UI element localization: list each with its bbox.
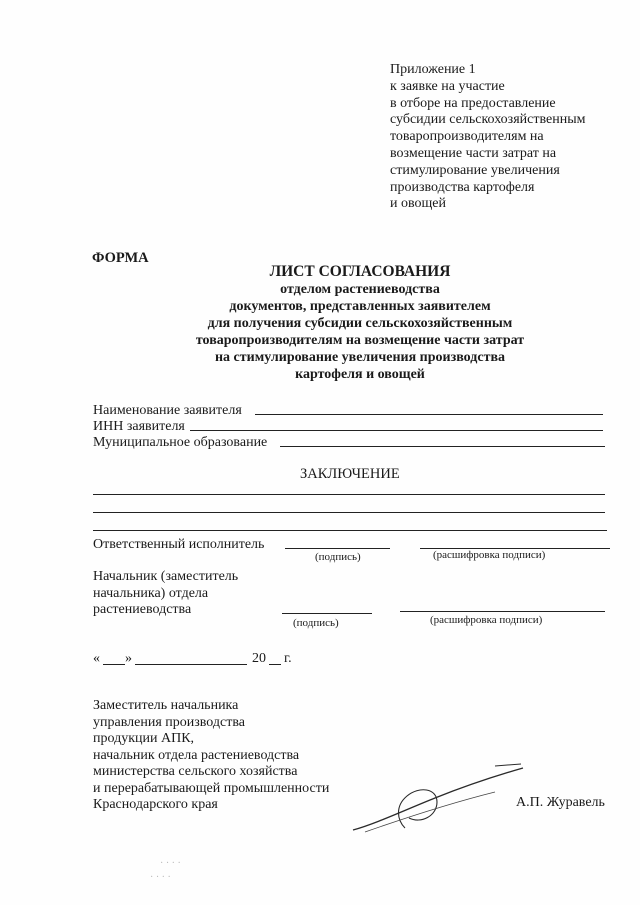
municipality-label: Муниципальное образование — [93, 435, 268, 450]
responsible-signature-line[interactable] — [285, 548, 390, 549]
head-label-line: растениеводства — [93, 602, 192, 617]
municipality-line[interactable] — [280, 446, 605, 447]
appendix-line: стимулирование увеличения — [390, 162, 560, 178]
head-label — [93, 569, 238, 619]
subtitle-line: картофеля и овощей — [295, 367, 425, 382]
appendix-line: и овощей — [390, 196, 446, 212]
appendix-line: возмещение части затрат на — [390, 145, 557, 161]
form-label: ФОРМА — [92, 250, 149, 266]
conclusion-line[interactable] — [93, 512, 605, 513]
inn-label: ИНН заявителя — [93, 419, 185, 434]
responsible-decode-caption: (расшифровка подписи) — [433, 549, 546, 561]
date-month-line[interactable] — [135, 664, 247, 665]
subtitle-line: документов, представленных заявителем — [229, 299, 491, 314]
date-year-suffix: г. — [284, 651, 292, 666]
approver-line: продукции АПК, — [93, 731, 195, 746]
date-year-line[interactable] — [269, 664, 281, 665]
approver-name: А.П. Журавель — [516, 795, 605, 810]
applicant-name-label: Наименование заявителя — [93, 403, 242, 418]
handwritten-signature — [345, 758, 535, 838]
subtitle-line: для получения субсидии сельскохозяйственным — [207, 316, 513, 331]
appendix-line: в отборе на предоставление — [390, 95, 556, 111]
approver-line: Краснодарского края — [93, 797, 218, 812]
head-signature-line[interactable] — [282, 613, 372, 614]
responsible-label: Ответственный исполнитель — [93, 537, 265, 552]
responsible-signature-caption: (подпись) — [315, 551, 361, 563]
applicant-name-line[interactable] — [255, 414, 603, 415]
subtitle-line: отделом растениеводства — [280, 282, 440, 297]
date-year-prefix: 20 — [252, 651, 266, 666]
title-block — [100, 263, 620, 383]
subtitle-line: товаропроизводителям на возмещение части затрат — [195, 333, 525, 348]
head-signature-caption: (подпись) — [293, 617, 339, 629]
scan-speck: · · · · — [160, 858, 181, 869]
approver-line: министерства сельского хозяйства — [93, 764, 298, 779]
head-decode-line[interactable] — [400, 611, 605, 612]
date-day-line[interactable] — [103, 664, 125, 665]
inn-line[interactable] — [190, 430, 603, 431]
scan-speck: · · · · — [150, 872, 171, 883]
appendix-line: производства картофеля — [390, 179, 535, 195]
appendix-line: товаропроизводителям на — [390, 129, 544, 145]
approver-line: и перерабатывающей промышленности — [93, 780, 330, 796]
head-decode-caption: (расшифровка подписи) — [430, 614, 543, 626]
conclusion-line[interactable] — [93, 494, 605, 495]
appendix-line: Приложение 1 — [390, 62, 476, 77]
approver-block — [93, 698, 329, 814]
conclusion-heading: ЗАКЛЮЧЕНИЕ — [300, 466, 400, 482]
document-title: ЛИСТ СОГЛАСОВАНИЯ — [269, 263, 451, 280]
conclusion-line[interactable] — [93, 530, 607, 531]
approver-line: Заместитель начальника — [93, 698, 239, 713]
subtitle-line: на стимулирование увеличения производства — [214, 350, 506, 365]
date-close-quote: » — [125, 651, 132, 666]
head-label-line: Начальник (заместитель — [93, 569, 239, 584]
approver-line: начальник отдела растениеводства — [93, 747, 300, 763]
appendix-block — [390, 62, 585, 213]
date-open-quote: « — [93, 651, 100, 666]
appendix-line: к заявке на участие — [390, 78, 505, 94]
approver-line: управления производства — [93, 714, 245, 730]
appendix-line: субсидии сельскохозяйственным — [390, 112, 586, 128]
head-label-line: начальника) отдела — [93, 585, 209, 601]
